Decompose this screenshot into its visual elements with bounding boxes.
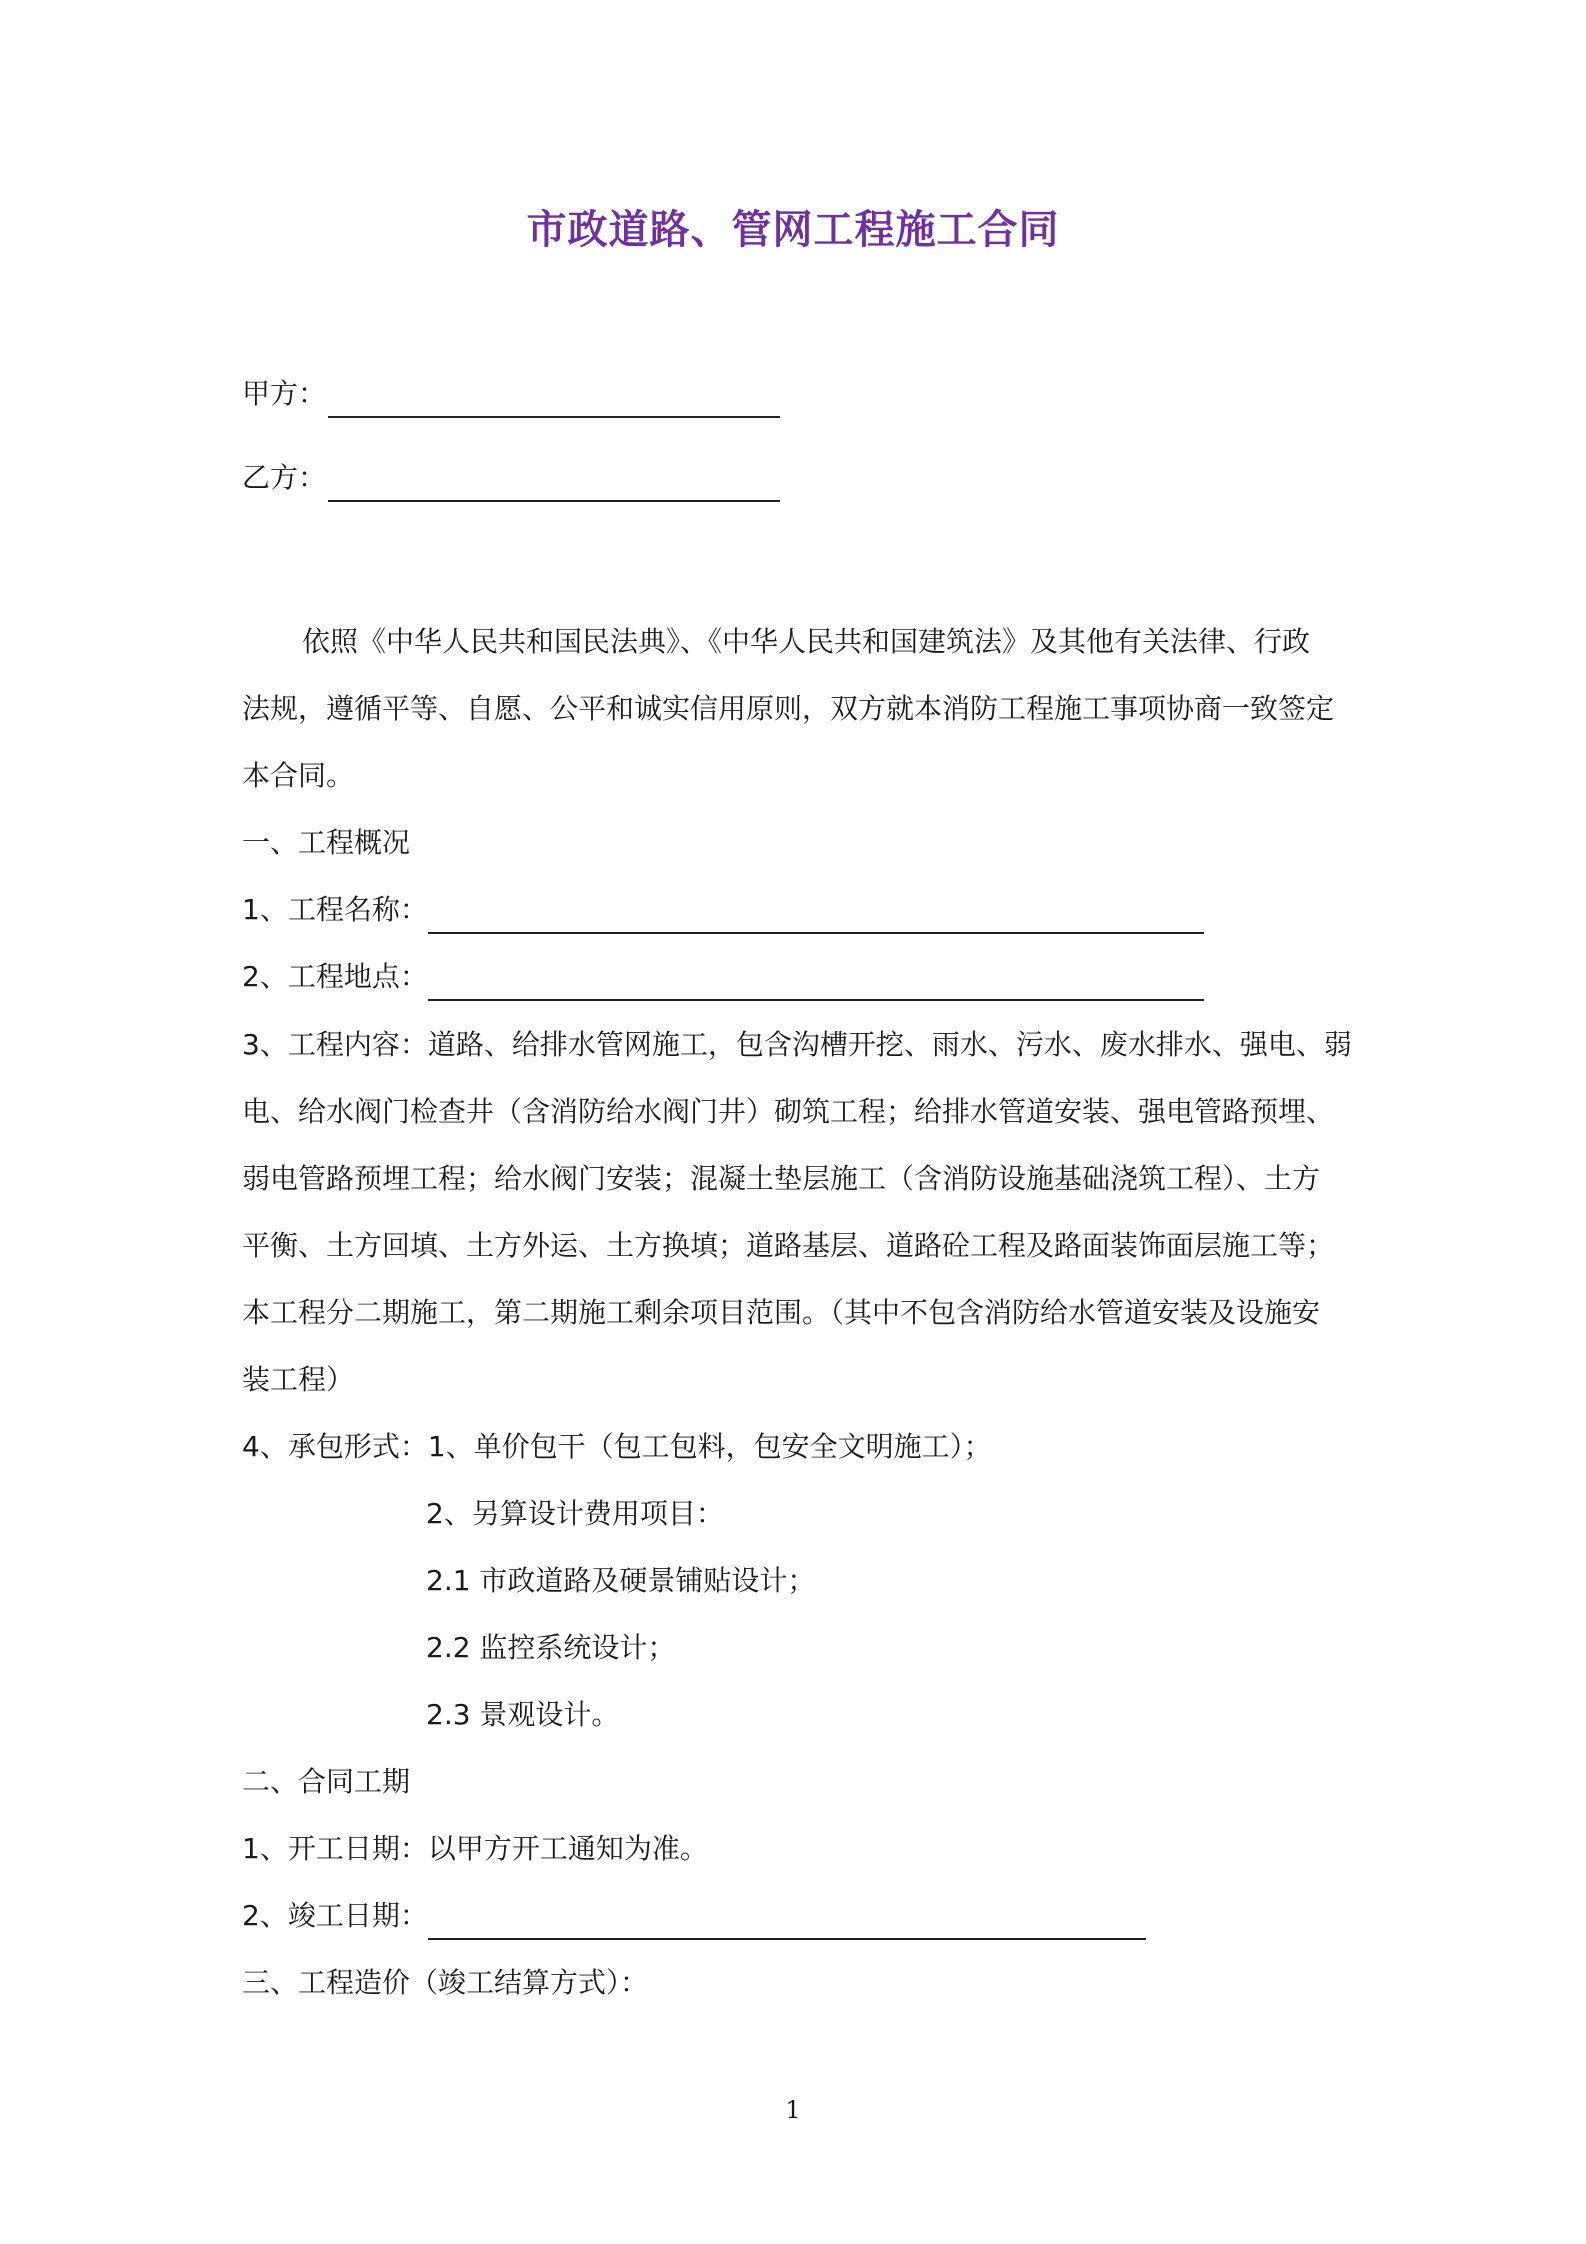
project-name-blank bbox=[428, 932, 1204, 934]
project-location-blank bbox=[428, 999, 1204, 1001]
extra-design-item: 2.2 监控系统设计； bbox=[426, 1631, 676, 1664]
extra-design-item: 2.1 市政道路及硬景铺贴设计； bbox=[426, 1564, 816, 1597]
party-b-blank bbox=[328, 500, 780, 502]
extra-design-heading: 2、另算设计费用项目： bbox=[426, 1497, 724, 1530]
project-content-line: 3、工程内容：道路、给排水管网施工，包含沟槽开挖、雨水、污水、废水排水、强电、弱 bbox=[242, 1028, 1352, 1061]
project-location-label: 2、工程地点： bbox=[242, 960, 428, 993]
section-heading-overview: 一、工程概况 bbox=[242, 826, 411, 859]
page-title: 市政道路、管网工程施工合同 bbox=[526, 207, 1060, 253]
section-heading-schedule: 二、合同工期 bbox=[242, 1765, 411, 1798]
completion-date-label: 2、竣工日期： bbox=[242, 1899, 428, 1932]
project-content-line: 本工程分二期施工，第二期施工剩余项目范围。（其中不包含消防给水管道安装及设施安 bbox=[242, 1296, 1321, 1329]
extra-design-item: 2.3 景观设计。 bbox=[426, 1698, 620, 1731]
project-content-line: 装工程） bbox=[242, 1363, 355, 1396]
party-a-blank bbox=[328, 416, 780, 418]
party-b-label: 乙方： bbox=[242, 461, 327, 494]
section-heading-cost: 三、工程造价（竣工结算方式）： bbox=[242, 1966, 649, 1999]
party-a-label: 甲方： bbox=[242, 377, 327, 410]
completion-date-blank bbox=[428, 1938, 1146, 1940]
page-number: 1 bbox=[785, 2096, 801, 2124]
project-content-line: 弱电管路预埋工程；给水阀门安装；混凝土垫层施工（含消防设施基础浇筑工程）、土方 bbox=[242, 1162, 1321, 1195]
contract-form-line: 4、承包形式：1、单价包干（包工包料，包安全文明施工）； bbox=[242, 1430, 992, 1463]
preamble-line: 本合同。 bbox=[242, 759, 355, 792]
project-content-line: 电、给水阀门检查井（含消防给水阀门井）砌筑工程；给排水管道安装、强电管路预埋、 bbox=[242, 1095, 1335, 1128]
start-date-line: 1、开工日期：以甲方开工通知为准。 bbox=[242, 1832, 708, 1865]
preamble-line: 依照《中华人民共和国民法典》、《中华人民共和国建筑法》及其他有关法律、行政 bbox=[302, 625, 1311, 658]
project-content-line: 平衡、土方回填、土方外运、土方换填；道路基层、道路砼工程及路面装饰面层施工等； bbox=[242, 1229, 1335, 1262]
project-name-label: 1、工程名称： bbox=[242, 893, 428, 926]
preamble-line: 法规，遵循平等、自愿、公平和诚实信用原则，双方就本消防工程施工事项协商一致签定 bbox=[242, 692, 1335, 725]
